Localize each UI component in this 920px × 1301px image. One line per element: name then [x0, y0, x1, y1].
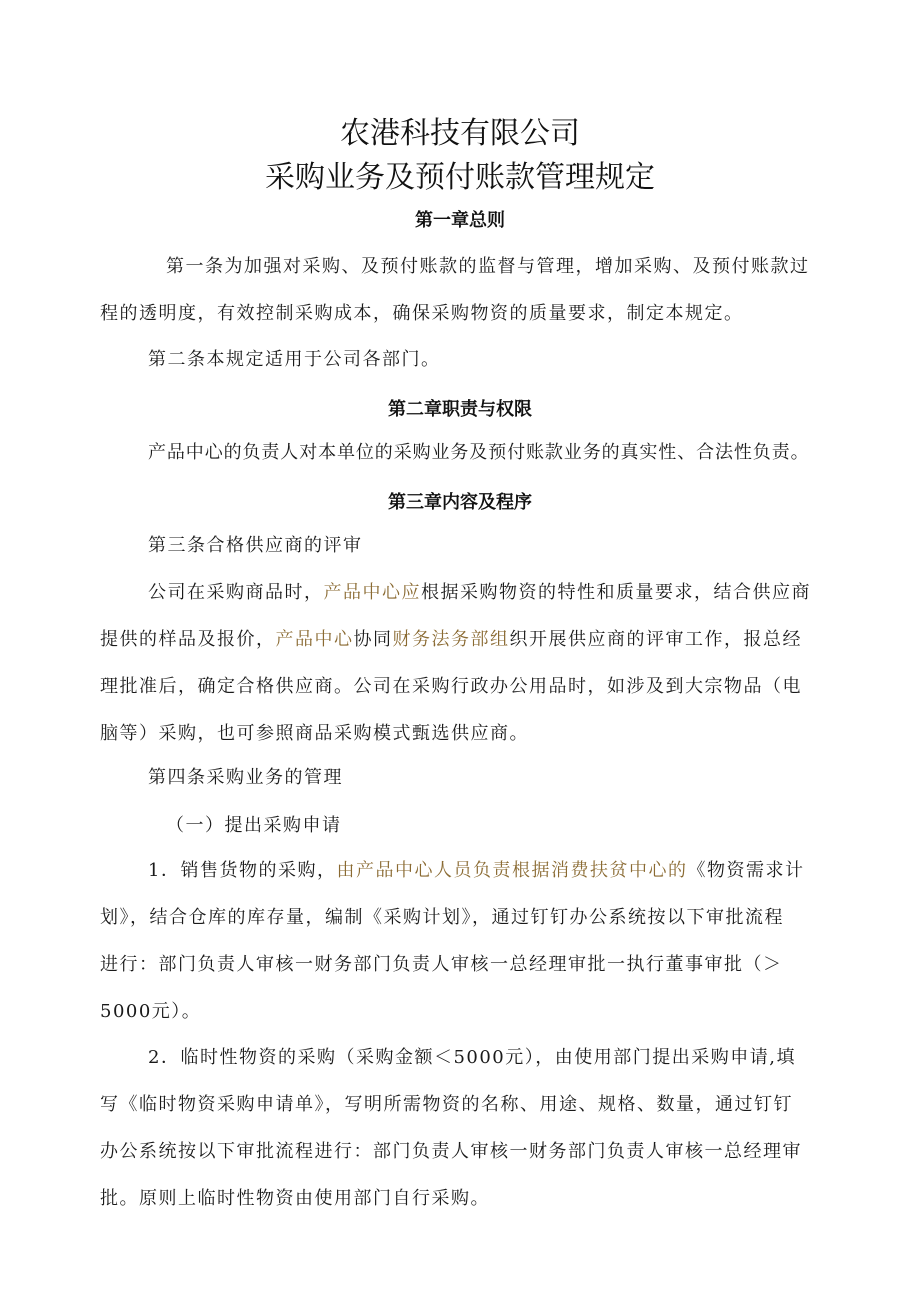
item-2-line-2: 写《临时物资采购申请单》，写明所需物资的名称、用途、规格、数量，通过钉钉 — [100, 1094, 793, 1115]
article-2 — [100, 336, 830, 383]
item-2-line-3: 办公系统按以下审批流程进行：部门负责人审核一财务部门负责人审核一总经理审 — [100, 1141, 802, 1162]
company-title: 农港科技有限公司 — [340, 116, 580, 151]
article-1-line-1: 第一条为加强对采购、及预付账款的监督与管理，增加采购、及预付账款过 — [166, 256, 810, 277]
chapter-1-heading: 第一章总则 — [415, 210, 505, 231]
section-1-heading — [100, 802, 830, 849]
item-1 — [100, 847, 830, 1035]
text-segment: 提供的样品及报价， — [100, 629, 276, 650]
item-1-line-3: 进行：部门负责人审核一财务部门负责人审核一总经理审批一执行董事审批（＞ — [100, 954, 783, 975]
article-3-line-2 — [100, 616, 830, 663]
article-3-line-3: 理批准后，确定合格供应商。公司在采购行政办公用品时，如涉及到大宗物品（电 — [100, 676, 802, 697]
article-2-text: 第二条本规定适用于公司各部门。 — [148, 349, 441, 370]
text-segment: 协同 — [353, 629, 393, 650]
text-segment: 根据采购物资的特性和质量要求，结合供应商 — [421, 582, 811, 603]
article-3-line-1 — [100, 569, 830, 616]
article-4-heading — [100, 754, 830, 801]
item-1-line-2: 划》，结合仓库的库存量，编制《采购计划》，通过钉钉办公系统按以下审批流程 — [100, 907, 784, 928]
highlighted-text: 产品中心 — [275, 629, 354, 650]
article-3-line-4: 脑等）采购，也可参照商品采购模式甄选供应商。 — [100, 723, 529, 744]
text-segment: 《物资需求计 — [687, 860, 805, 881]
chapter-2-heading: 第二章职责与权限 — [388, 399, 532, 420]
chapter-3-heading: 第三章内容及程序 — [388, 492, 532, 513]
item-2-line-4: 批。原则上临时性物资由使用部门自行采购。 — [100, 1188, 490, 1209]
highlighted-text: 产品中心应 — [323, 582, 421, 603]
highlighted-text: 由产品中心人员负责 — [336, 860, 512, 881]
article-3-heading — [100, 522, 830, 569]
highlighted-text: 财务法务部组 — [392, 629, 510, 650]
article-3-body — [100, 569, 830, 757]
article-1-line-2: 程的透明度，有效控制采购成本，确保采购物资的质量要求，制定本规定。 — [100, 303, 744, 324]
article-1 — [100, 243, 830, 337]
highlighted-text: 根据消费扶贫中心的 — [511, 860, 688, 881]
item-2-line-1: 2．临时性物资的采购（采购金额＜5000元），由使用部门提出采购申请,填 — [148, 1047, 796, 1068]
text-segment: 1．销售货物的采购， — [148, 860, 337, 881]
item-1-line-4: 5000元）。 — [100, 1001, 202, 1022]
responsibility-paragraph — [100, 429, 830, 476]
text-segment: 公司在采购商品时， — [148, 582, 324, 603]
document-title: 采购业务及预付账款管理规定 — [265, 160, 655, 195]
text-segment: 织开展供应商的评审工作，报总经 — [509, 629, 802, 650]
item-1-line-1 — [100, 847, 830, 894]
item-2 — [100, 1034, 830, 1222]
responsibility-text: 产品中心的负责人对本单位的采购业务及预付账款业务的真实性、合法性负责。 — [148, 442, 810, 463]
article-3-title: 第三条合格供应商的评审 — [148, 535, 363, 556]
section-1-title: （一）提出采购申请 — [166, 815, 342, 836]
article-4-title: 第四条采购业务的管理 — [148, 767, 343, 788]
